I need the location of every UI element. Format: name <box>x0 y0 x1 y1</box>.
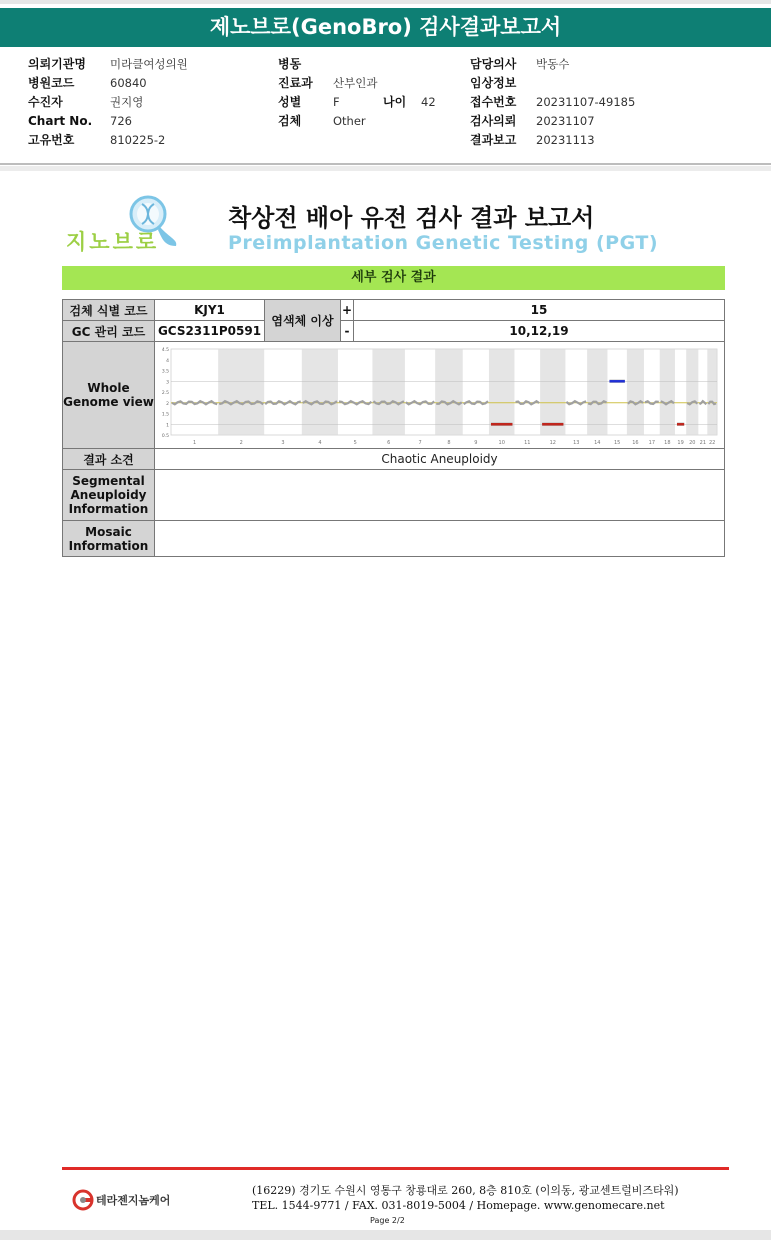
gc-code-label: GC 관리 코드 <box>63 321 155 342</box>
label-clinical-info: 임상정보 <box>470 76 517 90</box>
footer-contact: TEL. 1544-9771 / FAX. 031-8019-5004 / Homepage. www.genomecare.net <box>252 1199 665 1212</box>
chromosome-shade <box>372 349 405 435</box>
value-chart-no: 726 <box>110 113 132 128</box>
value-doctor: 박동수 <box>536 56 570 71</box>
whole-genome-chart <box>155 343 723 448</box>
footer-company-name: 테라젠지놈케어 <box>96 1194 171 1207</box>
label-patient-name: 수진자 <box>28 95 63 109</box>
value-age: 42 <box>421 94 436 109</box>
footer-divider <box>62 1167 729 1170</box>
label-result-report-date: 결과보고 <box>470 133 517 147</box>
value-requesting-institution: 미라클여성의원 <box>110 56 188 71</box>
segmental-label: Segmental Aneuploidy Information <box>63 470 155 521</box>
gc-code-value: GCS2311P0591 <box>155 321 265 342</box>
gain-sign: + <box>341 300 354 321</box>
value-receipt-number: 20231107-49185 <box>536 94 636 109</box>
genome-view-label: Whole Genome view <box>63 342 155 449</box>
label-chart-no: Chart No. <box>28 113 93 128</box>
x-tick-label: 4 <box>318 439 322 446</box>
chromosome-shade <box>435 349 463 435</box>
value-hospital-code: 60840 <box>110 75 147 90</box>
result-table <box>62 299 725 557</box>
x-tick-label: 11 <box>524 439 531 446</box>
abnormality-label: 염색체 이상 <box>265 300 341 342</box>
label-doctor: 담당의사 <box>470 57 517 71</box>
x-tick-label: 9 <box>474 439 478 446</box>
y-tick-label: 3.5 <box>161 369 169 374</box>
finding-label: 결과 소견 <box>63 449 155 470</box>
specimen-id-label: 검체 식별 코드 <box>63 300 155 321</box>
value-test-request-date: 20231107 <box>536 113 595 128</box>
patient-info-col3 <box>470 54 635 149</box>
mosaic-label: Mosaic Information <box>63 521 155 557</box>
x-tick-label: 21 <box>699 439 707 446</box>
chromosome-shade <box>587 349 607 435</box>
specimen-id-value: KJY1 <box>155 300 265 321</box>
y-tick-label: 2.5 <box>161 390 169 396</box>
chromosome-shade <box>302 349 338 435</box>
top-border <box>0 0 771 4</box>
x-tick-label: 10 <box>498 439 505 446</box>
gain-chromosomes: 15 <box>354 300 725 321</box>
label-age: 나이 <box>383 95 407 109</box>
x-tick-label: 16 <box>632 439 639 446</box>
genomecare-logo-icon <box>72 1189 94 1211</box>
mosaic-value <box>155 521 725 557</box>
x-tick-label: 6 <box>387 439 391 446</box>
x-tick-label: 12 <box>549 439 556 446</box>
value-patient-name: 권지영 <box>110 94 144 109</box>
x-tick-label: 17 <box>648 439 656 446</box>
x-tick-label: 13 <box>573 439 580 446</box>
chromosome-shade <box>627 349 644 435</box>
label-ward: 병동 <box>278 57 302 71</box>
patient-info-col2 <box>278 54 436 130</box>
y-tick-label: 3 <box>166 379 169 385</box>
patient-info-col1 <box>28 54 188 149</box>
footer-address-block <box>252 1183 679 1213</box>
x-tick-label: 3 <box>281 439 285 446</box>
chromosome-shade <box>686 349 698 435</box>
x-tick-label: 5 <box>353 439 357 446</box>
value-result-report-date: 20231113 <box>536 132 595 147</box>
y-tick-label: 4 <box>166 358 169 364</box>
x-tick-label: 18 <box>664 439 671 446</box>
footer-address: (16229) 경기도 수원시 영통구 창룡대로 260, 8층 810호 (이의동, 광교센트럴비즈타워) <box>252 1184 679 1197</box>
x-tick-label: 1 <box>192 439 197 446</box>
x-tick-label: 22 <box>708 439 716 446</box>
section-title: 세부 검사 결과 <box>62 266 725 290</box>
divider-band <box>0 166 771 171</box>
chromosome-shade <box>540 349 565 435</box>
loss-sign: - <box>341 321 354 342</box>
bottom-border <box>0 1230 771 1240</box>
label-unique-number: 고유번호 <box>28 133 75 147</box>
x-tick-label: 20 <box>689 439 696 446</box>
y-tick-label: 0.5 <box>161 433 169 439</box>
footer-company-logo <box>72 1187 182 1213</box>
y-tick-label: 1.5 <box>161 412 169 417</box>
label-hospital-code: 병원코드 <box>28 76 75 90</box>
label-test-request-date: 검사의뢰 <box>470 114 517 128</box>
x-tick-label: 19 <box>677 439 684 446</box>
label-sex: 성별 <box>278 95 302 109</box>
x-tick-label: 15 <box>613 439 621 446</box>
label-receipt-number: 접수번호 <box>470 95 517 109</box>
loss-chromosomes: 10,12,19 <box>354 321 725 342</box>
label-requesting-institution: 의뢰기관명 <box>28 57 86 71</box>
chromosome-shade <box>489 349 514 435</box>
label-department: 진료과 <box>278 76 313 90</box>
report-header-title: 제노브로(GenoBro) 검사결과보고서 <box>0 8 771 47</box>
y-tick-label: 2 <box>166 401 169 407</box>
value-sex: F <box>333 94 340 109</box>
chromosome-shade <box>660 349 675 435</box>
chromosome-shade <box>218 349 264 435</box>
report-title-english: Preimplantation Genetic Testing (PGT) <box>228 232 658 254</box>
report-title-korean: 착상전 배아 유전 검사 결과 보고서 <box>228 204 595 232</box>
value-unique-number: 810225-2 <box>110 132 166 147</box>
genome-view-cell <box>155 342 725 449</box>
y-tick-label: 4.5 <box>161 347 169 353</box>
chromosome-shade <box>707 349 717 435</box>
segmental-value <box>155 470 725 521</box>
x-tick-label: 2 <box>239 439 243 446</box>
x-tick-label: 14 <box>594 439 601 446</box>
value-department: 산부인과 <box>333 75 378 90</box>
x-tick-label: 8 <box>447 439 451 446</box>
page-number: Page 2/2 <box>370 1216 405 1225</box>
genobro-logo-text: 지노브로 <box>66 230 160 254</box>
divider <box>0 163 771 165</box>
finding-value: Chaotic Aneuploidy <box>155 449 725 470</box>
value-specimen: Other <box>333 113 366 128</box>
y-tick-label: 1 <box>166 422 169 428</box>
label-specimen: 검체 <box>278 114 302 128</box>
x-tick-label: 7 <box>418 439 422 446</box>
